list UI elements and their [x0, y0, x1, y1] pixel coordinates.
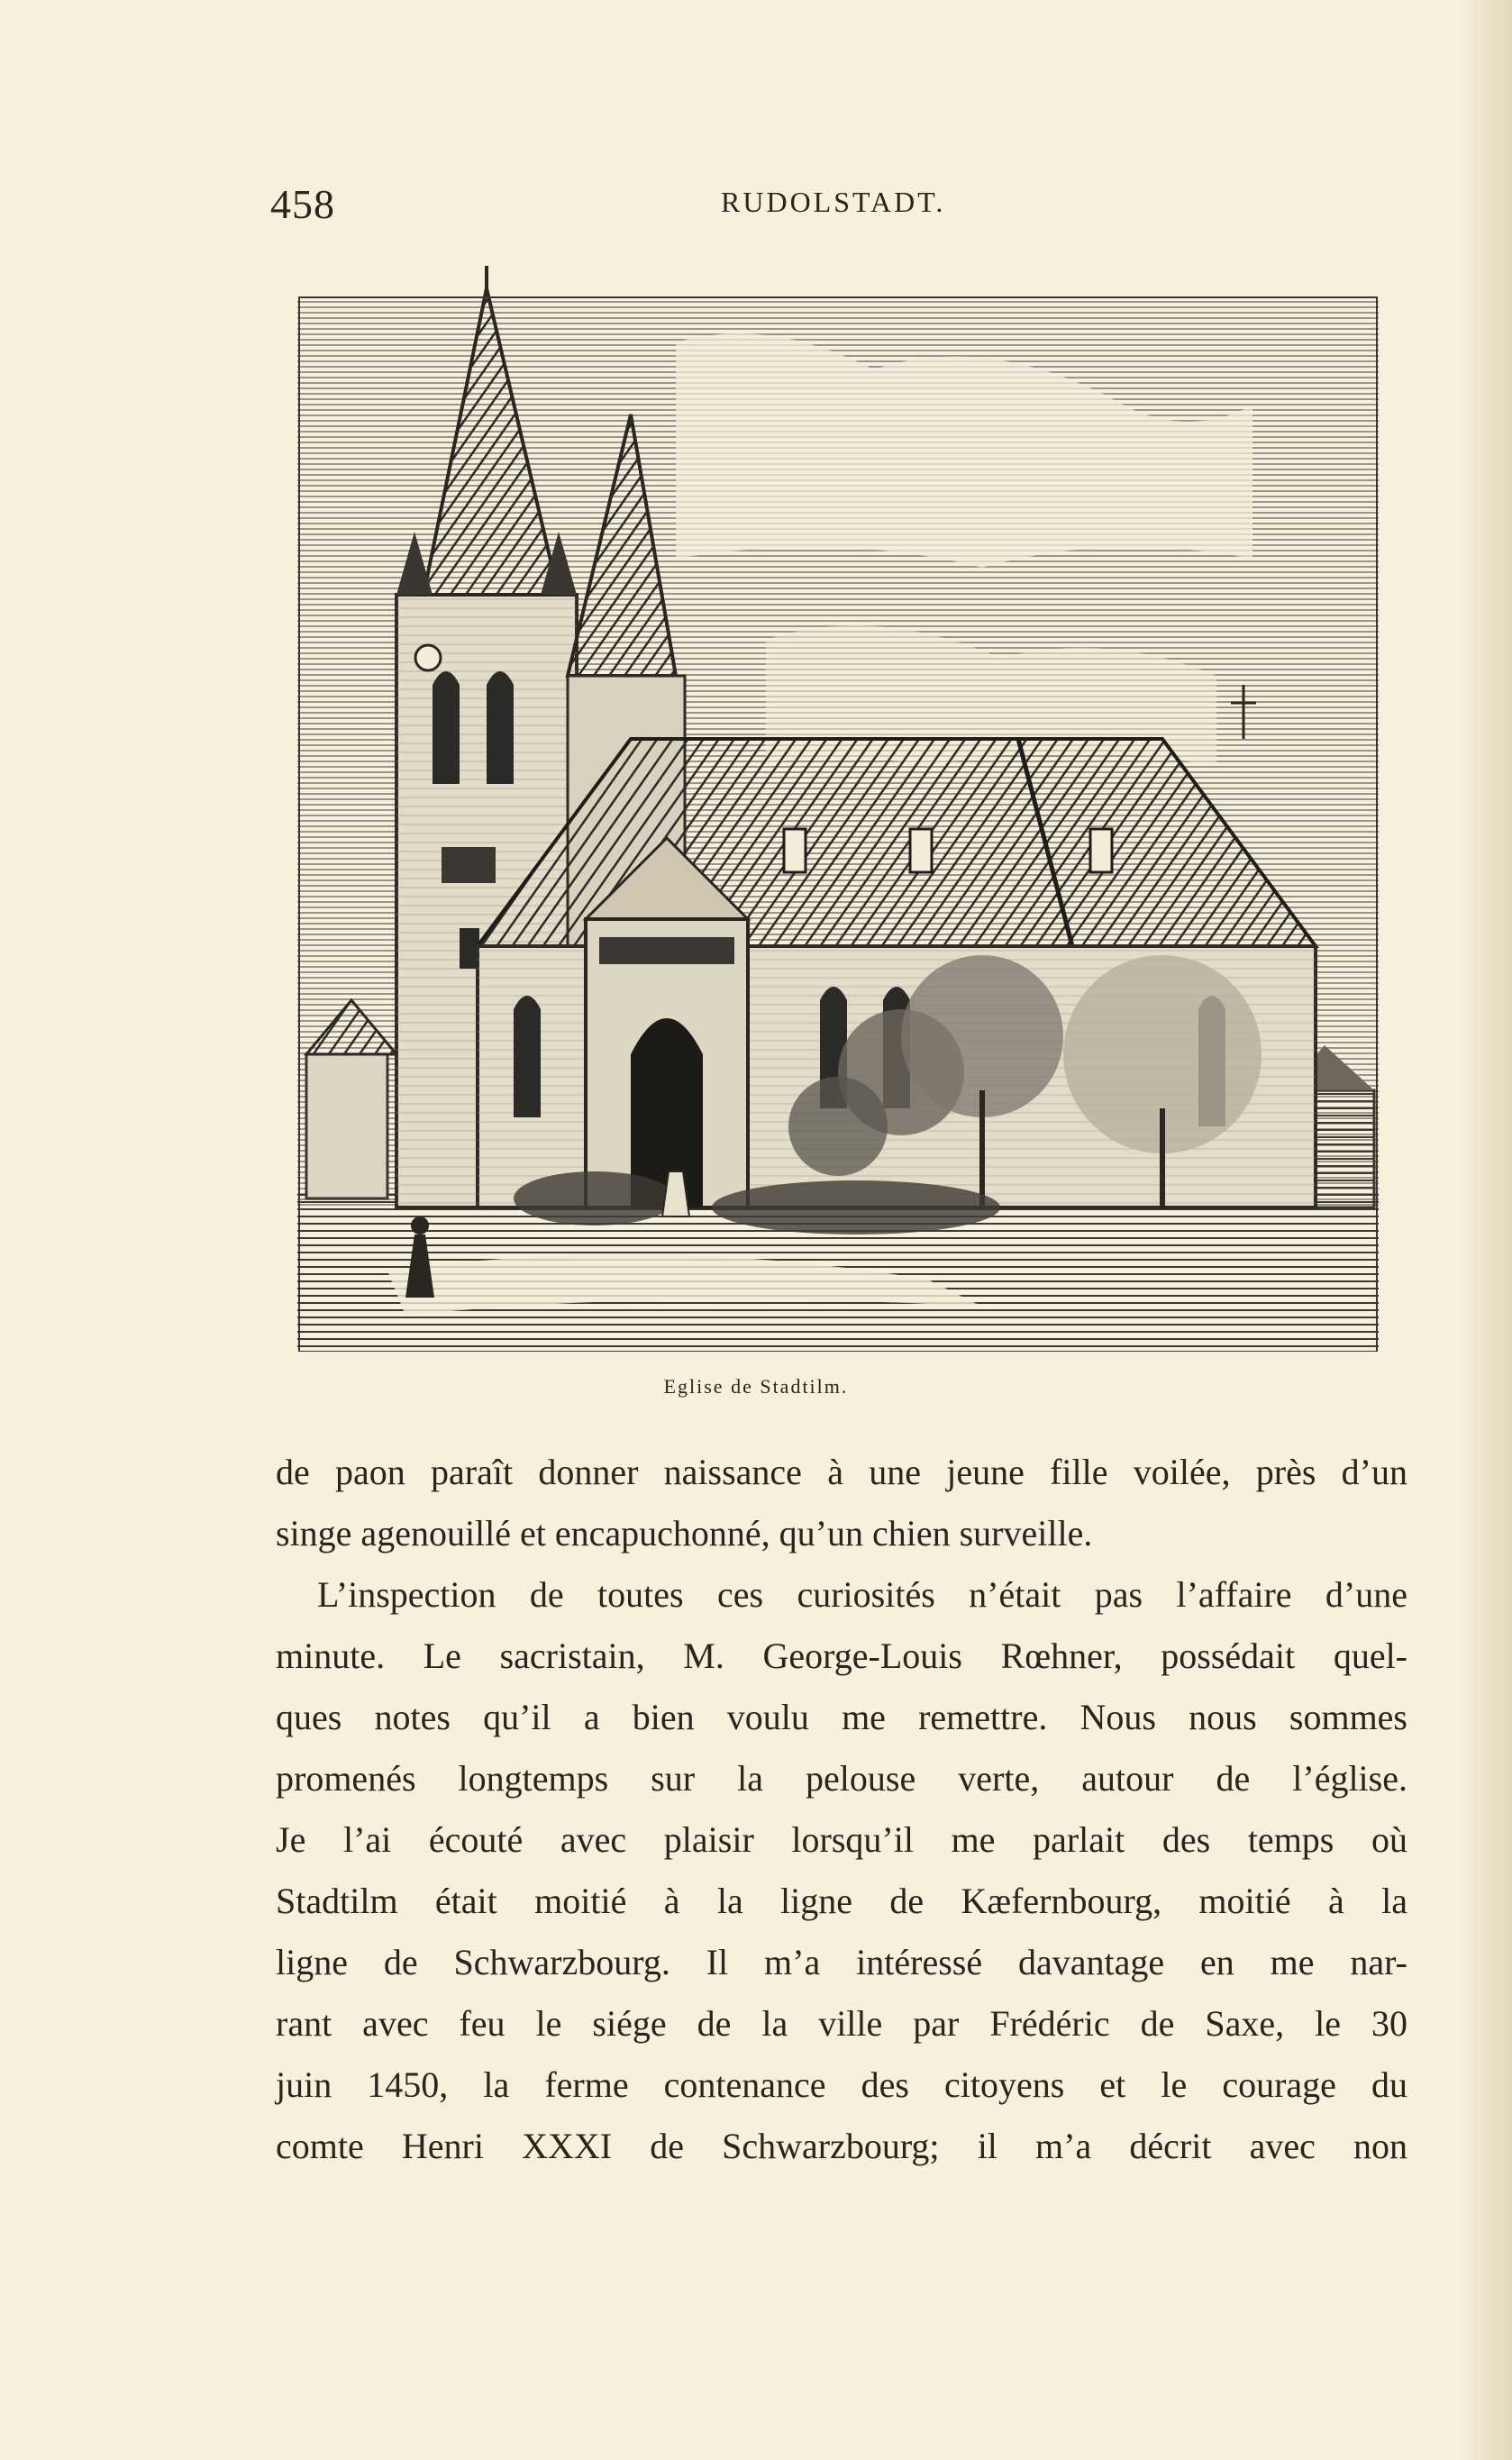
- text-line: juin 1450, la ferme contenance des citoyens et le courage du: [276, 2064, 1407, 2105]
- running-title: RUDOLSTADT.: [721, 186, 946, 218]
- text-line: minute. Le sacristain, M. George-Louis Rœhner, possédait quel-: [276, 1635, 1407, 1676]
- page-edge-shadow: [1458, 0, 1512, 2460]
- text-line: ques notes qu’il a bien voulu me remettre. Nous nous sommes: [276, 1697, 1407, 1737]
- illustration-caption: Eglise de Stadtilm.: [663, 1375, 849, 1398]
- text-line: L’inspection de toutes ces curiosités n’était pas l’affaire d’une: [317, 1574, 1407, 1615]
- text-line: singe agenouillé et encapuchonné, qu’un chien surveille.: [276, 1513, 1093, 1553]
- text-line: ligne de Schwarzbourg. Il m’a intéressé davantage en me nar-: [276, 1942, 1407, 1982]
- text-line: comte Henri XXXI de Schwarzbourg; il m’a décrit avec non: [276, 2126, 1407, 2166]
- text-line: promenés longtemps sur la pelouse verte, autour de l’église.: [276, 1758, 1407, 1799]
- body-text: [276, 1442, 1407, 2177]
- church-engraving: [297, 261, 1379, 1352]
- page-header: [270, 180, 1407, 234]
- text-line: Stadtilm était moitié à la ligne de Kæfernbourg, moitié à la: [276, 1881, 1407, 1921]
- text-line: rant avec feu le siége de la ville par Frédéric de Saxe, le 30: [276, 2003, 1407, 2044]
- text-line: Je l’ai écouté avec plaisir lorsqu’il me parlait des temps où: [276, 1819, 1407, 1860]
- text-line: de paon paraît donner naissance à une jeune fille voilée, près d’un: [276, 1452, 1407, 1492]
- page-number: 458: [270, 181, 335, 227]
